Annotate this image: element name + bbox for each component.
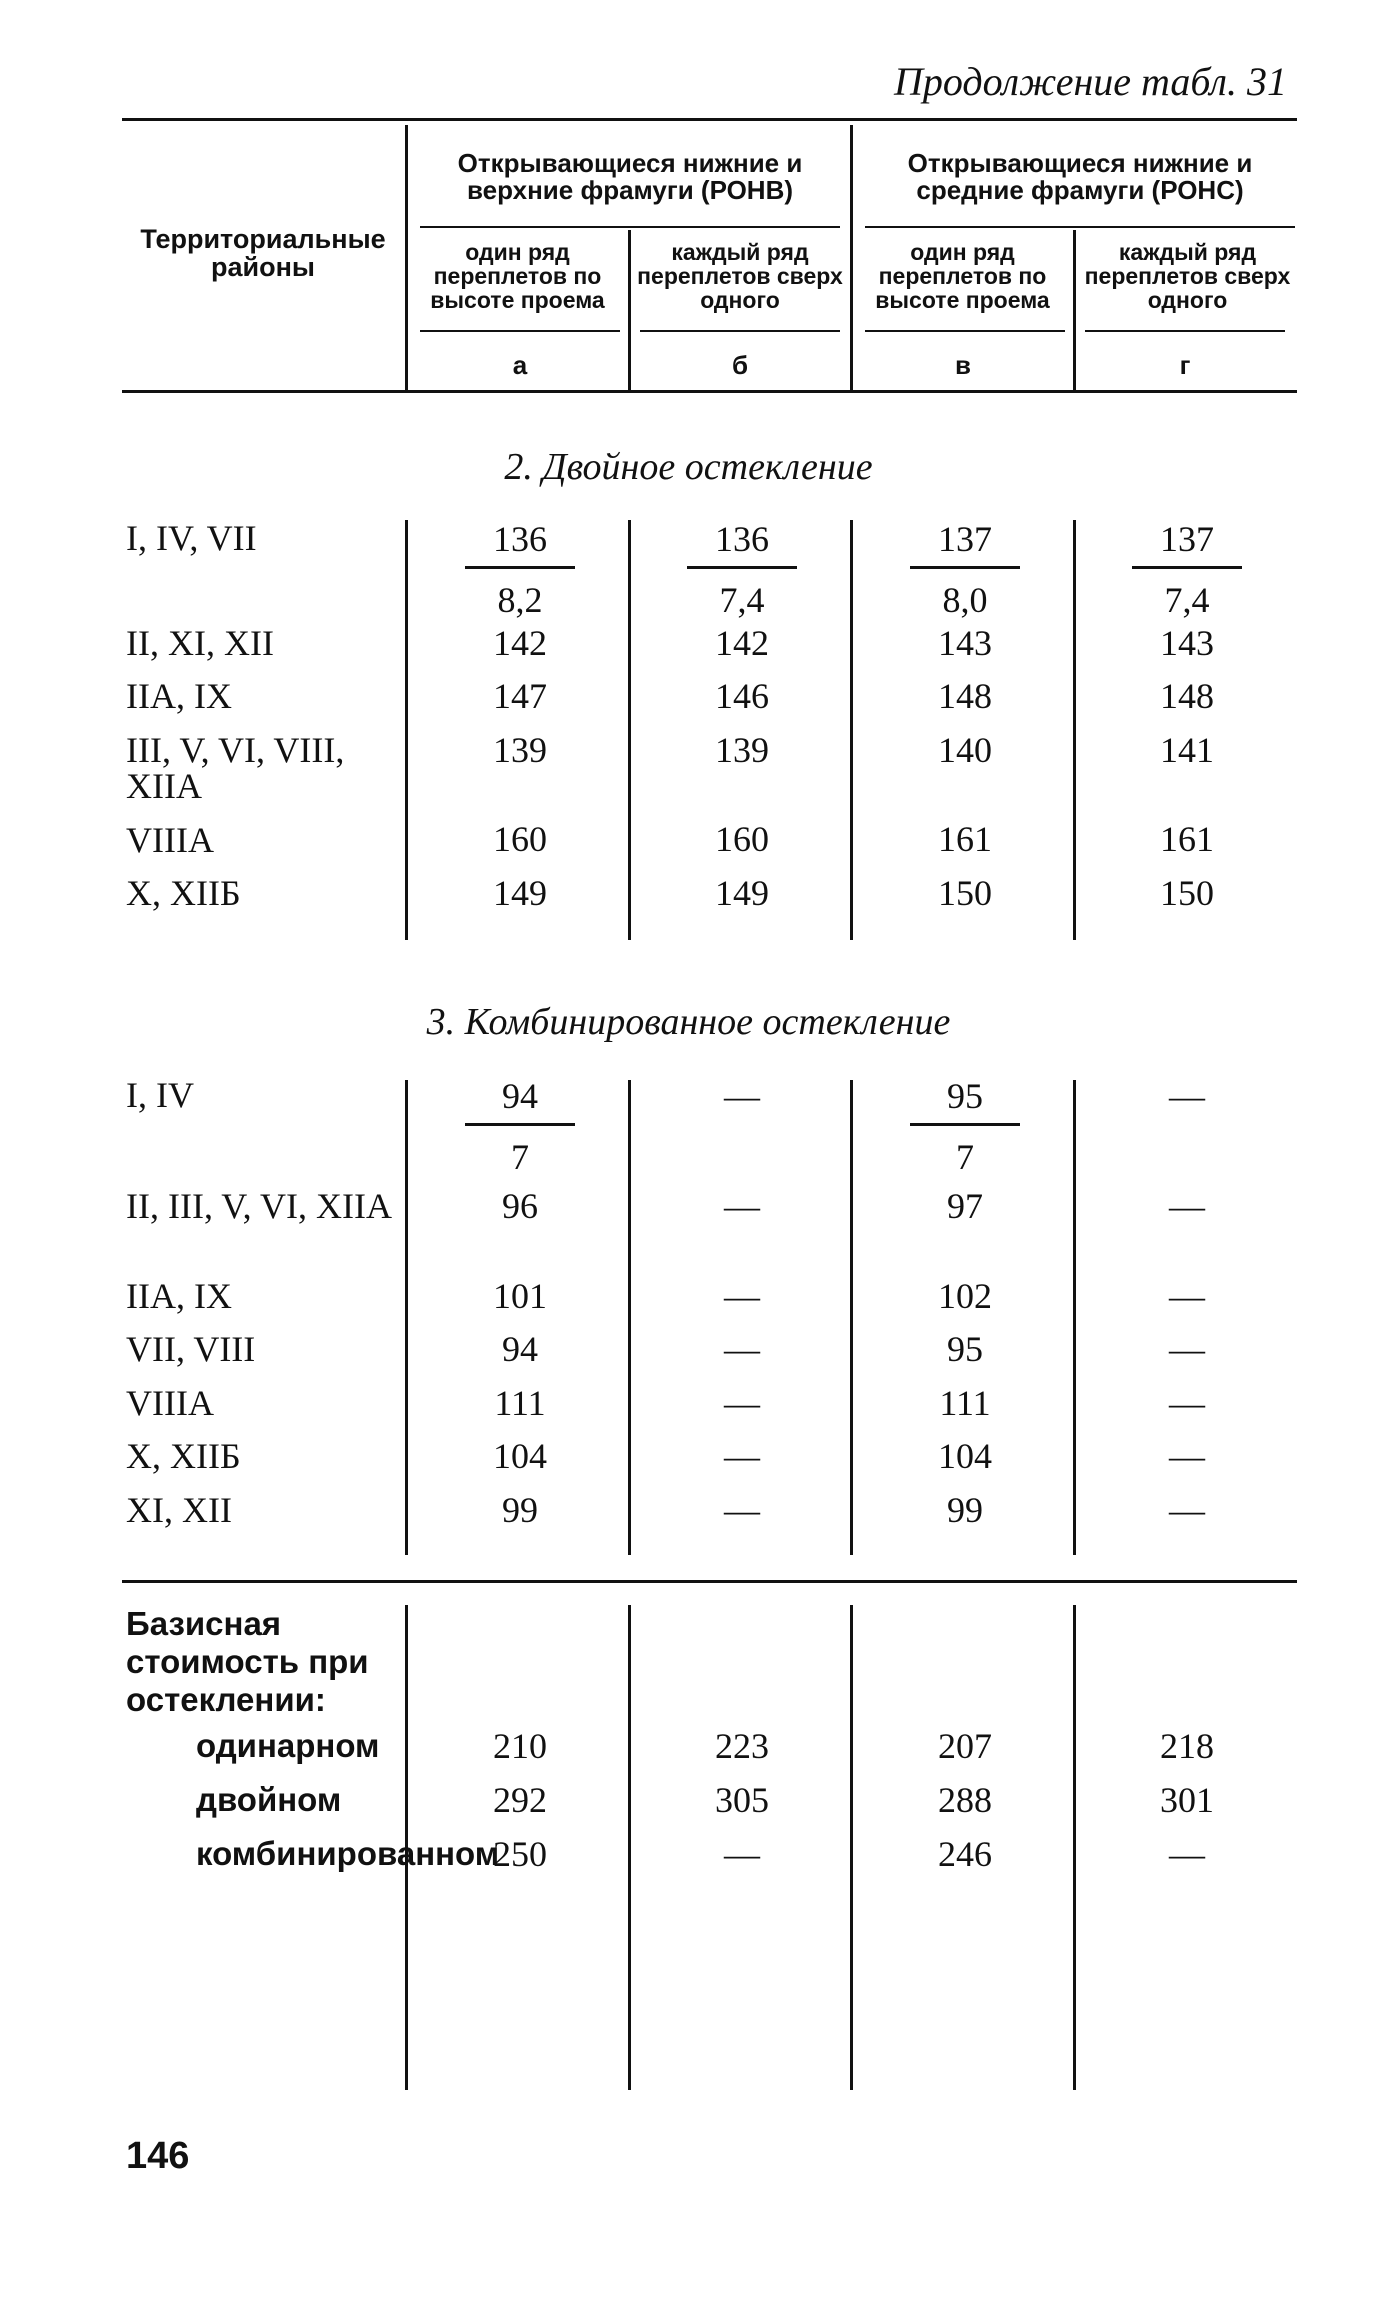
cell-a: 99 <box>502 1490 538 1530</box>
fraction-numerator: 94 <box>502 1076 538 1116</box>
cell-b: 223 <box>715 1726 769 1766</box>
fraction-numerator: 137 <box>938 519 992 559</box>
double-vrule-3 <box>850 520 853 940</box>
double-vrule-2 <box>628 520 631 940</box>
row-name: двойном <box>196 1781 342 1818</box>
header-sub-d: каждый ряд переплетов сверх одного <box>1084 239 1291 314</box>
fraction-cell <box>445 518 595 621</box>
row-name: X, XIIБ <box>126 873 241 913</box>
row-name: одинарном <box>196 1727 380 1764</box>
row-name: IIA, IX <box>126 1276 232 1316</box>
section-title-double: 2. Двойное остекление <box>504 446 873 488</box>
fraction-bar <box>910 566 1020 569</box>
cell-b: 305 <box>715 1780 769 1820</box>
header-letter-rule-d <box>1085 330 1285 332</box>
cell-d: — <box>1169 1076 1205 1116</box>
header-rons: Открывающиеся нижние и средние фрамуги (РОНС) <box>907 148 1253 206</box>
cell-c: 207 <box>938 1726 992 1766</box>
header-letter-a: а <box>512 350 528 380</box>
row-name: комбинированном <box>196 1835 500 1872</box>
cell-b: 139 <box>715 730 769 770</box>
header-vrule-1 <box>405 125 408 390</box>
fraction-denominator: 7,4 <box>1164 580 1210 620</box>
header-sub-c: один ряд переплетов по высоте проема <box>875 239 1050 314</box>
header-letter-c: в <box>955 350 971 380</box>
cell-a: 101 <box>493 1276 547 1316</box>
fraction-numerator: 137 <box>1160 519 1214 559</box>
fraction-cell <box>667 518 817 621</box>
cell-b: 149 <box>715 873 769 913</box>
cell-a: 104 <box>493 1436 547 1476</box>
row-name: VIIIA <box>126 820 214 860</box>
fraction-denominator: 7 <box>511 1137 529 1177</box>
cell-c: 99 <box>947 1490 983 1530</box>
base-heading: Базисная стоимость при остеклении: <box>126 1605 369 1718</box>
cell-c: 288 <box>938 1780 992 1820</box>
cell-d: — <box>1169 1329 1205 1369</box>
cell-b: — <box>724 1383 760 1423</box>
fraction-denominator: 8,2 <box>497 580 543 620</box>
cell-d: — <box>1169 1276 1205 1316</box>
fraction-cell <box>445 1075 595 1178</box>
fraction-bar <box>1132 566 1242 569</box>
fraction-bar <box>687 566 797 569</box>
base-vrule-3 <box>850 1605 853 2090</box>
cell-c: 97 <box>947 1186 983 1226</box>
cell-d: 148 <box>1160 676 1214 716</box>
header-letter-rule-c <box>865 330 1065 332</box>
cell-b: — <box>724 1329 760 1369</box>
cell-c: 148 <box>938 676 992 716</box>
cell-a: 147 <box>493 676 547 716</box>
row-name: VII, VIII <box>126 1329 256 1369</box>
cell-a: 111 <box>494 1383 546 1423</box>
fraction-denominator: 7,4 <box>719 580 765 620</box>
cell-a: 292 <box>493 1780 547 1820</box>
cell-d: 218 <box>1160 1726 1214 1766</box>
combined-vrule-2 <box>628 1080 631 1555</box>
header-vrule-3 <box>850 125 853 390</box>
header-vrule-4 <box>1073 230 1076 390</box>
cell-c: 95 <box>947 1329 983 1369</box>
cell-c: 161 <box>938 819 992 859</box>
row-name: III, V, VI, VIII, XIIA <box>126 730 345 806</box>
cell-c: 150 <box>938 873 992 913</box>
cell-c: 246 <box>938 1834 992 1874</box>
header-sub-a: один ряд переплетов по высоте проема <box>430 239 605 314</box>
cell-d: — <box>1169 1436 1205 1476</box>
fraction-cell <box>1112 518 1262 621</box>
fraction-numerator: 136 <box>493 519 547 559</box>
cell-a: 250 <box>493 1834 547 1874</box>
header-sub-b: каждый ряд переплетов сверх одного <box>637 239 843 314</box>
header-vrule-2 <box>628 230 631 390</box>
fraction-denominator: 7 <box>956 1137 974 1177</box>
header-letter-rule-b <box>640 330 840 332</box>
cell-a: 94 <box>502 1329 538 1369</box>
row-name: VIIIA <box>126 1383 214 1423</box>
cell-a: 149 <box>493 873 547 913</box>
fraction-cell <box>890 518 1040 621</box>
cell-c: 104 <box>938 1436 992 1476</box>
cell-b: — <box>724 1436 760 1476</box>
header-letter-rule-a <box>420 330 620 332</box>
fraction-bar <box>465 1123 575 1126</box>
cell-a: 139 <box>493 730 547 770</box>
cell-c: 102 <box>938 1276 992 1316</box>
row-name: IIA, IX <box>126 676 232 716</box>
fraction-bar <box>910 1123 1020 1126</box>
top-rule <box>122 118 1297 121</box>
fraction-numerator: 95 <box>947 1076 983 1116</box>
header-bottom-rule <box>122 390 1297 393</box>
cell-c: 140 <box>938 730 992 770</box>
fraction-cell <box>890 1075 1040 1178</box>
fraction-denominator: 8,0 <box>942 580 988 620</box>
cell-b: — <box>724 1186 760 1226</box>
base-top-rule <box>122 1580 1297 1583</box>
cell-a: 142 <box>493 623 547 663</box>
combined-vrule-1 <box>405 1080 408 1555</box>
cell-a: 96 <box>502 1186 538 1226</box>
row-name: I, IV <box>126 1075 194 1115</box>
header-subrule-rons <box>865 226 1295 228</box>
double-vrule-4 <box>1073 520 1076 940</box>
header-ronv: Открывающиеся нижние и верхние фрамуги (РОНВ) <box>457 148 803 206</box>
cell-d: 301 <box>1160 1780 1214 1820</box>
row-name: XI, XII <box>126 1490 232 1530</box>
cell-d: — <box>1169 1186 1205 1226</box>
cell-b: 142 <box>715 623 769 663</box>
cell-b: — <box>724 1276 760 1316</box>
header-subrule-ronv <box>420 226 840 228</box>
row-name: II, XI, XII <box>126 623 274 663</box>
row-name: I, IV, VII <box>126 518 257 558</box>
cell-d: 150 <box>1160 873 1214 913</box>
cell-d: 141 <box>1160 730 1214 770</box>
cell-d: — <box>1169 1490 1205 1530</box>
base-vrule-4 <box>1073 1605 1076 2090</box>
cell-c: 143 <box>938 623 992 663</box>
header-territorial: Территориальные районы <box>140 224 386 283</box>
fraction-numerator: 136 <box>715 519 769 559</box>
cell-b: 146 <box>715 676 769 716</box>
cell-a: 160 <box>493 819 547 859</box>
cell-d: — <box>1169 1383 1205 1423</box>
page-number: 146 <box>126 2135 190 2177</box>
cell-d: 143 <box>1160 623 1214 663</box>
fraction-bar <box>465 566 575 569</box>
row-name: II, III, V, VI, XIIA <box>126 1186 392 1226</box>
cell-b: — <box>724 1834 760 1874</box>
section-title-combined: 3. Комбинированное остекление <box>426 1001 951 1043</box>
cell-d: 161 <box>1160 819 1214 859</box>
cell-b: — <box>724 1490 760 1530</box>
cell-b: 160 <box>715 819 769 859</box>
cell-c: 111 <box>939 1383 991 1423</box>
cell-b: — <box>724 1076 760 1116</box>
header-letter-b: б <box>731 350 749 380</box>
combined-vrule-4 <box>1073 1080 1076 1555</box>
header-letter-d: г <box>1179 350 1191 380</box>
combined-vrule-3 <box>850 1080 853 1555</box>
cell-d: — <box>1169 1834 1205 1874</box>
row-name: X, XIIБ <box>126 1436 241 1476</box>
cell-a: 210 <box>493 1726 547 1766</box>
table-caption: Продолжение табл. 31 <box>893 59 1287 104</box>
base-vrule-2 <box>628 1605 631 2090</box>
